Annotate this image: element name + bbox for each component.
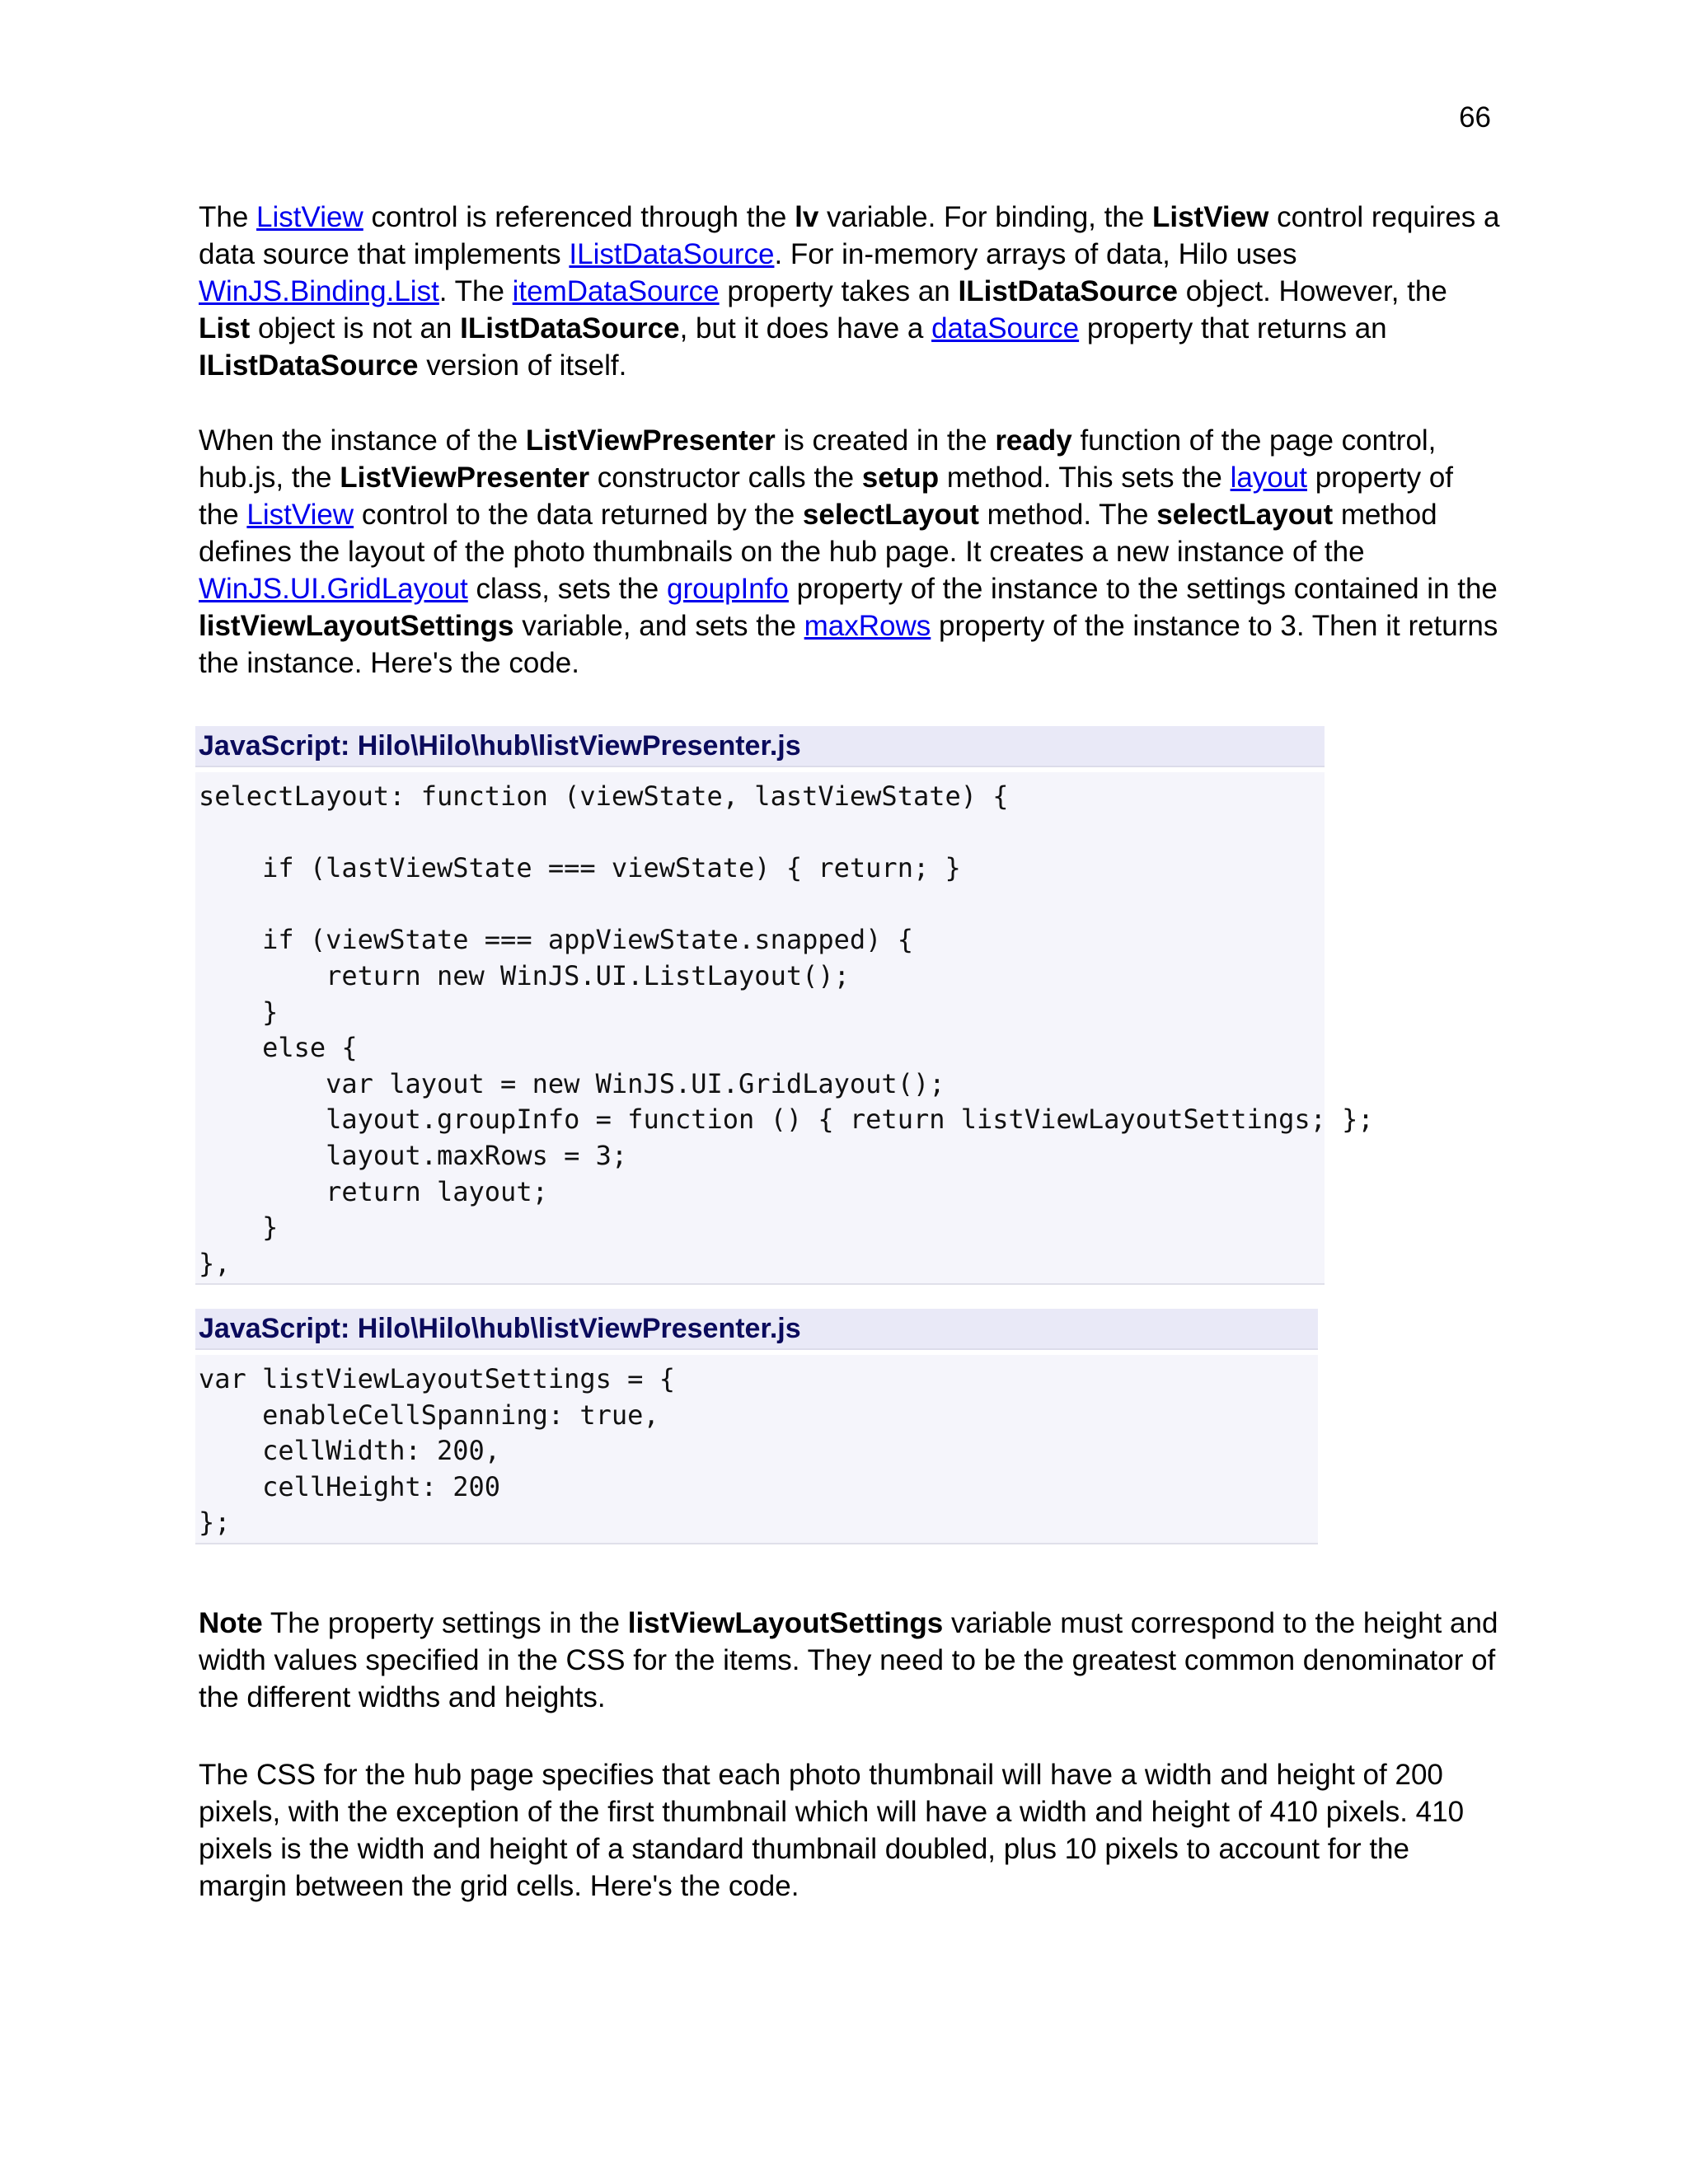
bold-term: ListViewPresenter bbox=[525, 424, 776, 457]
paragraph-hub-css: The CSS for the hub page specifies that each photo thumbnail will have a width and height of 200 pixels, with the exception of the first thumbnail which will have a width and height of 410 pixels. 410 pixels is the width and height of a standard thumbnail doubled, plus 10 pixels to account for the margin between the grid cells. Here's the code. bbox=[199, 1759, 1465, 1902]
text: control requires a data source that implements bbox=[199, 201, 1500, 270]
code-block-header: JavaScript: Hilo\Hilo\hub\listViewPresenter.js bbox=[195, 1309, 1318, 1350]
link-itemdatasource[interactable]: itemDataSource bbox=[512, 275, 720, 307]
paragraph-listview-presenter bbox=[199, 422, 1501, 682]
text: variable. For binding, the bbox=[818, 201, 1152, 233]
text: class, sets the bbox=[467, 573, 667, 605]
link-datasource[interactable]: dataSource bbox=[931, 312, 1080, 344]
bold-term: ListView bbox=[1151, 201, 1269, 233]
paragraph-listview-binding bbox=[199, 199, 1501, 384]
code-block-header: JavaScript: Hilo\Hilo\hub\listViewPresenter.js bbox=[195, 726, 1325, 767]
text: method defines the layout of the photo thumbnails on the hub page. It creates a new instance of the bbox=[199, 499, 1437, 568]
text: object is not an bbox=[250, 312, 461, 344]
text: property that returns an bbox=[1079, 312, 1387, 344]
text: function of the page control, hub.js, the bbox=[199, 424, 1437, 494]
text: , but it does have a bbox=[679, 312, 932, 344]
code-listing: selectLayout: function (viewState, lastViewState) { if (lastViewState === viewState) { return; } if (viewState === appViewState.snapped) { return new WinJS.UI.ListLayout(); } else { var layout = new WinJS.UI.GridLayout(); layout.groupInfo = function () { return listViewLayoutSettings; }; layout.maxRows = 3; return layout; } }, bbox=[199, 780, 1374, 1279]
bold-term: lv bbox=[795, 201, 819, 233]
code-block-body bbox=[195, 772, 1374, 1285]
code-block-select-layout bbox=[195, 726, 1374, 1285]
bold-term: listViewLayoutSettings bbox=[627, 1607, 944, 1639]
text: control is referenced through the bbox=[363, 201, 795, 233]
text: version of itself. bbox=[418, 349, 627, 382]
link-groupinfo[interactable]: groupInfo bbox=[667, 573, 789, 605]
text: . For in-memory arrays of data, Hilo uses bbox=[774, 238, 1297, 270]
bold-term: List bbox=[199, 312, 251, 344]
text: property of the instance to the settings contained in the bbox=[788, 573, 1498, 605]
code-block-layout-settings bbox=[195, 1309, 1318, 1544]
link-winjs-binding-list[interactable]: WinJS.Binding.List bbox=[199, 275, 439, 307]
code-block-body bbox=[195, 1355, 1318, 1544]
text: The bbox=[199, 201, 257, 233]
link-ilistdatasource[interactable]: IListDataSource bbox=[569, 238, 775, 270]
bold-term: setup bbox=[861, 462, 940, 494]
text: property of the instance to 3. Then it returns the instance. Here's the code. bbox=[199, 610, 1498, 679]
text: method. The bbox=[978, 499, 1157, 531]
bold-term: listViewLayoutSettings bbox=[199, 610, 514, 642]
text: variable, and sets the bbox=[513, 610, 804, 642]
text: . The bbox=[438, 275, 513, 307]
link-winjs-ui-gridlayout[interactable]: WinJS.UI.GridLayout bbox=[199, 573, 468, 605]
link-layout[interactable]: layout bbox=[1230, 462, 1307, 494]
bold-term: IListDataSource bbox=[460, 312, 680, 344]
text: is created in the bbox=[775, 424, 996, 457]
text: The property settings in the bbox=[262, 1607, 628, 1639]
bold-term: ListViewPresenter bbox=[340, 462, 590, 494]
text: object. However, the bbox=[1177, 275, 1447, 307]
text: constructor calls the bbox=[589, 462, 862, 494]
note-label: Note bbox=[199, 1607, 263, 1639]
bold-term: ready bbox=[995, 424, 1072, 457]
code-listing: var listViewLayoutSettings = { enableCellSpanning: true, cellWidth: 200, cellHeight: 200 }; bbox=[199, 1363, 675, 1539]
text: control to the data returned by the bbox=[354, 499, 803, 531]
text: method. This sets the bbox=[939, 462, 1231, 494]
link-maxrows[interactable]: maxRows bbox=[804, 610, 931, 642]
note-paragraph bbox=[199, 1605, 1501, 1716]
link-listview[interactable]: ListView bbox=[256, 201, 363, 233]
text: property takes an bbox=[719, 275, 959, 307]
text: variable must correspond to the height and width values specified in the CSS for the items. They need to be the greatest common denominator of the different widths and heights. bbox=[199, 1607, 1498, 1713]
bold-term: selectLayout bbox=[802, 499, 979, 531]
bold-term: IListDataSource bbox=[199, 349, 419, 382]
page-number: 66 bbox=[1459, 101, 1491, 134]
text: When the instance of the bbox=[199, 424, 526, 457]
bold-term: selectLayout bbox=[1156, 499, 1334, 531]
link-listview[interactable]: ListView bbox=[246, 499, 354, 531]
bold-term: IListDataSource bbox=[958, 275, 1178, 307]
text: property of the bbox=[199, 462, 1454, 531]
